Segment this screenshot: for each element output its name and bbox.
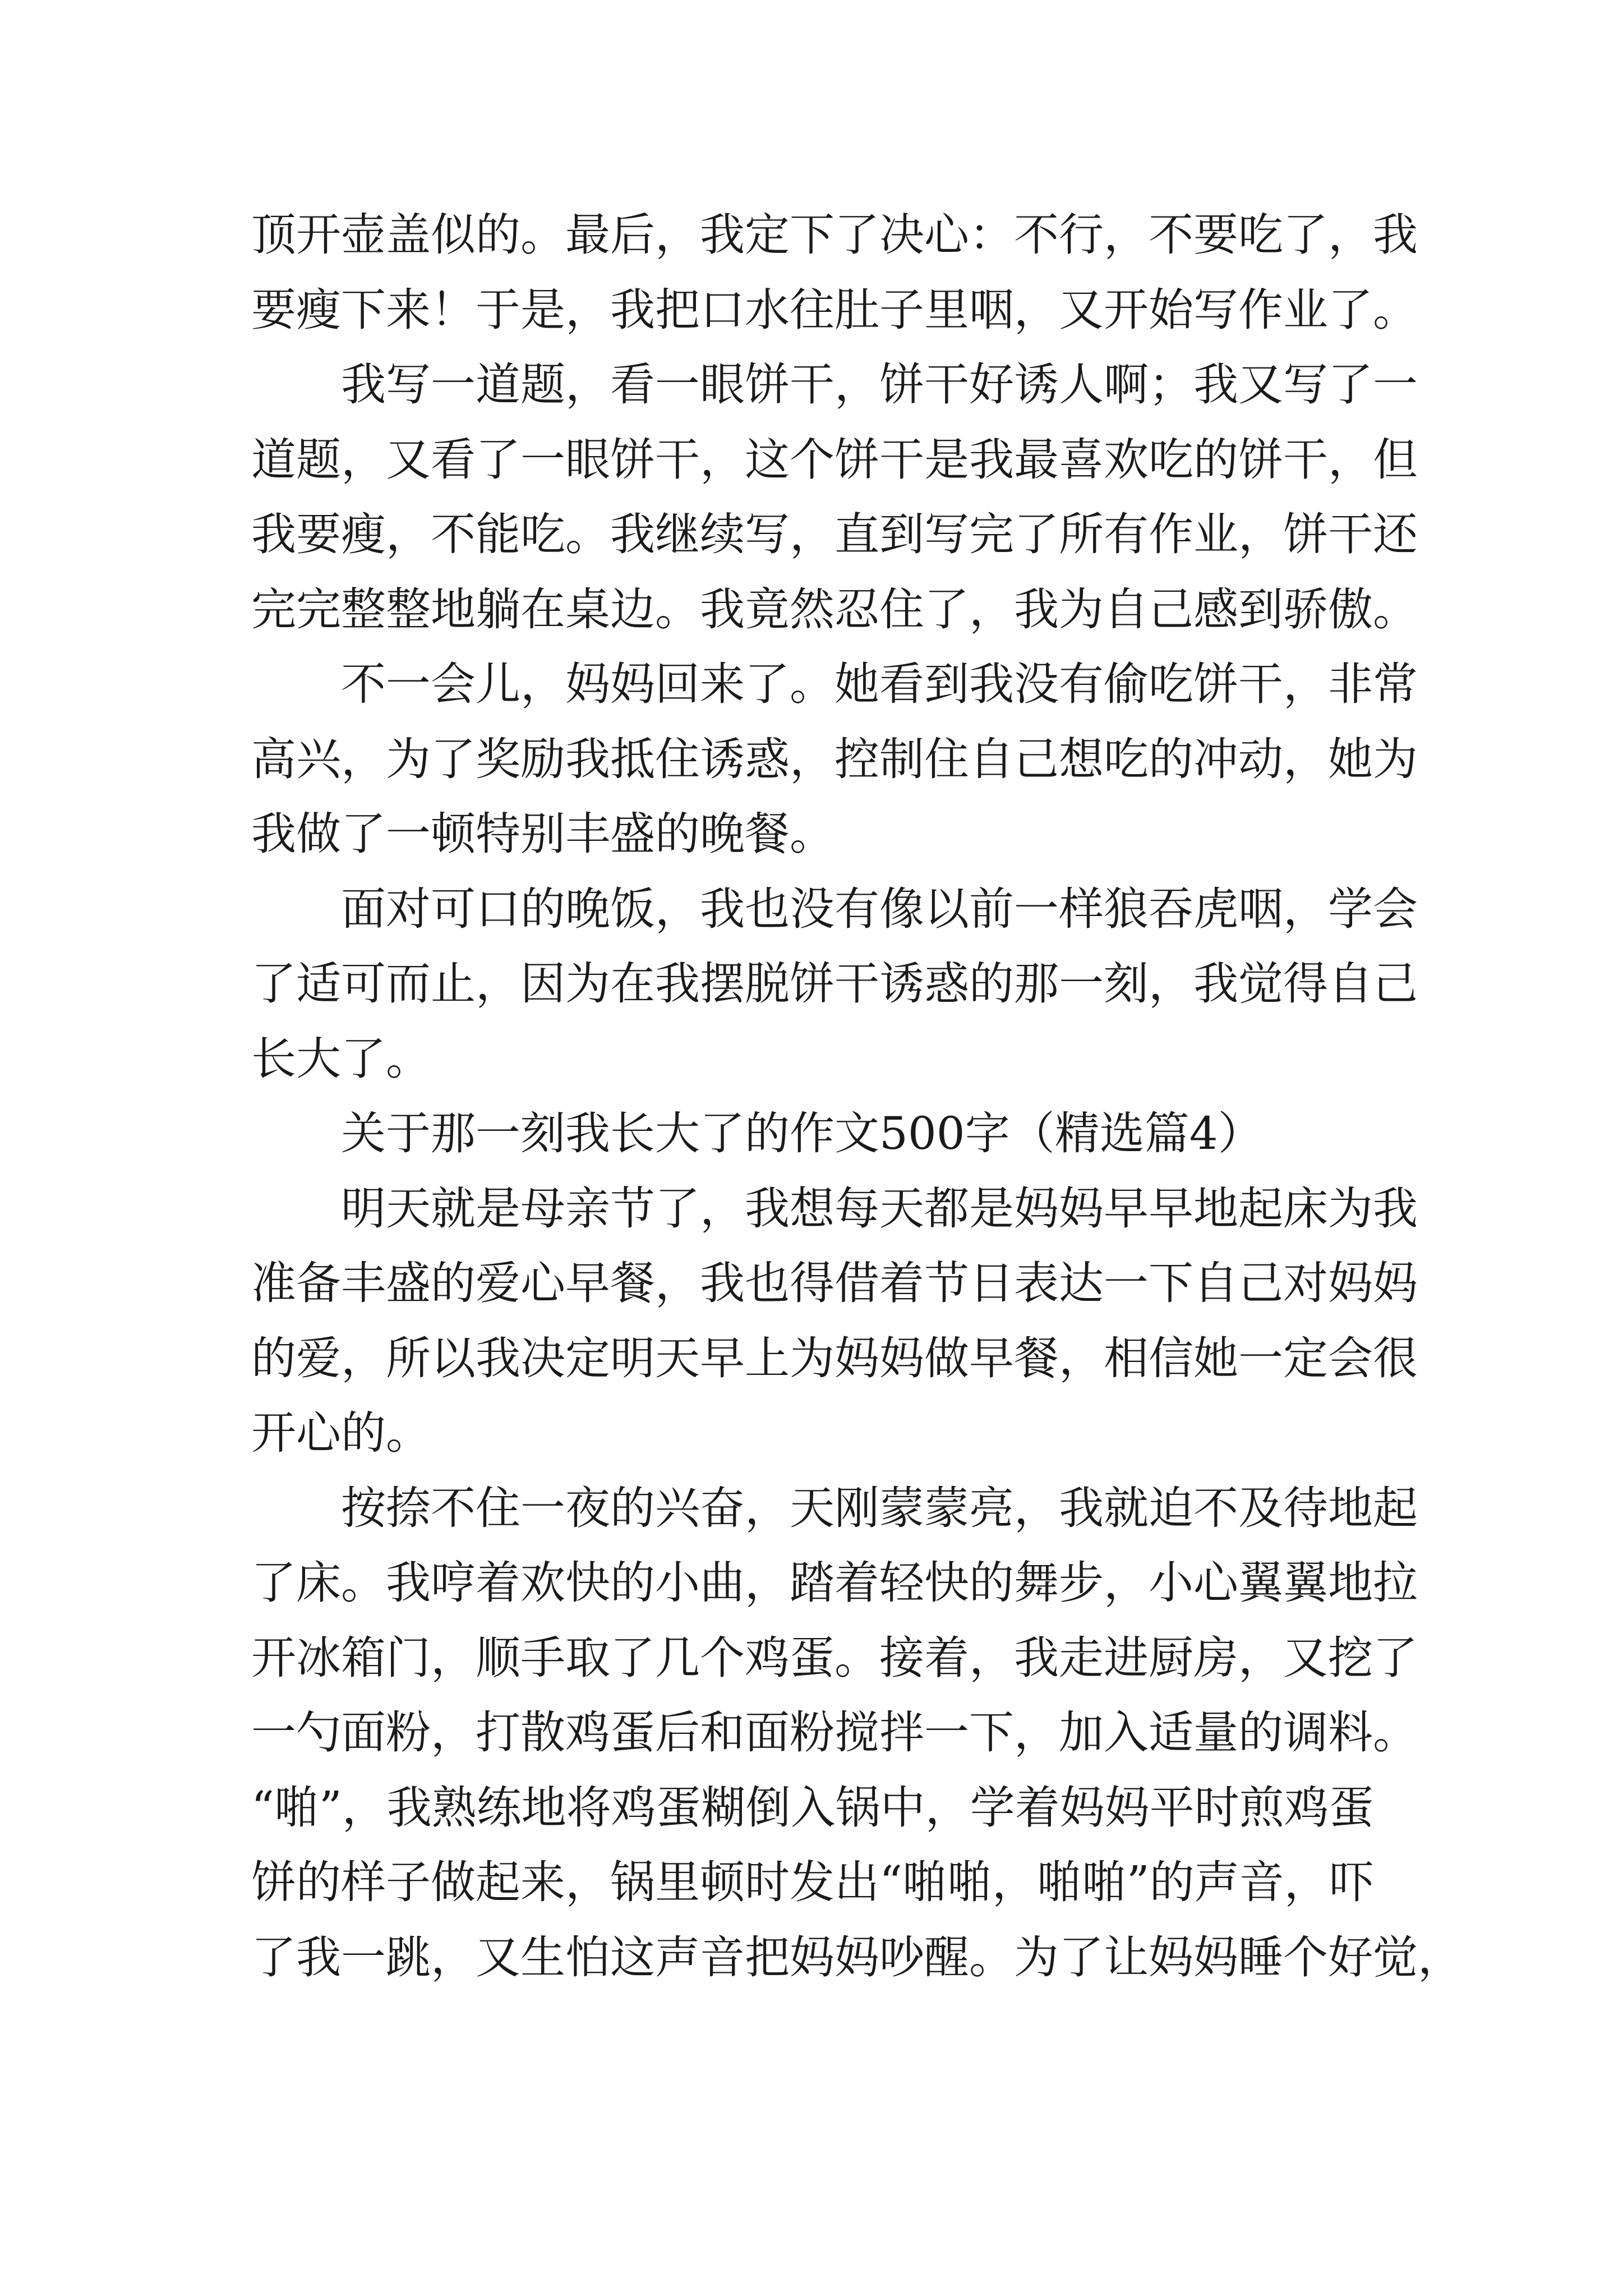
text-line: 高兴，为了奖励我抵住诱惑，控制住自己想吃的冲动，她为: [251, 733, 1418, 785]
text-line: 的爱，所以我决定明天早上为妈妈做早餐，相信她一定会很: [251, 1332, 1418, 1384]
text-line: 我要瘦，不能吃。我继续写，直到写完了所有作业，饼干还: [251, 508, 1418, 560]
text-line: 开冰箱门，顺手取了几个鸡蛋。接着，我走进厨房，又挖了: [251, 1631, 1418, 1684]
paragraph-first-line: 明天就是母亲节了，我想每天都是妈妈早早地起床为我: [341, 1182, 1418, 1235]
text-line: 我做了一顿特别丰盛的晚餐。: [251, 808, 834, 860]
text-line: “啪”，我熟练地将鸡蛋糊倒入锅中，学着妈妈平时煎鸡蛋: [251, 1781, 1374, 1834]
text-line: 要瘦下来！于是，我把口水往肚子里咽，又开始写作业了。: [251, 283, 1418, 336]
paragraph-first-line: 按捺不住一夜的兴奋，天刚蒙蒙亮，我就迫不及待地起: [341, 1481, 1418, 1534]
paragraph-first-line: 面对可口的晚饭，我也没有像以前一样狼吞虎咽，学会: [341, 882, 1418, 935]
section-heading: 关于那一刻我长大了的作文500字（精选篇4）: [341, 1107, 1263, 1159]
text-line: 饼的样子做起来，锅里顿时发出“啪啪，啪啪”的声音，吓: [251, 1856, 1374, 1908]
text-line: 道题，又看了一眼饼干，这个饼干是我最喜欢吃的饼干，但: [251, 433, 1418, 486]
text-line: 了床。我哼着欢快的小曲，踏着轻快的舞步，小心翼翼地拉: [251, 1557, 1418, 1609]
paragraph-first-line: 我写一道题，看一眼饼干，饼干好诱人啊；我又写了一: [341, 358, 1418, 411]
text-line: 顶开壶盖似的。最后，我定下了决心：不行，不要吃了，我: [251, 209, 1418, 261]
text-line: 准备丰盛的爱心早餐，我也得借着节日表达一下自己对妈妈: [251, 1257, 1418, 1309]
text-line: 了我一跳，又生怕这声音把妈妈吵醒。为了让妈妈睡个好觉，: [251, 1931, 1463, 1984]
text-line: 完完整整地躺在桌边。我竟然忍住了，我为自己感到骄傲。: [251, 583, 1418, 636]
text-line: 开心的。: [251, 1407, 431, 1459]
text-line: 长大了。: [251, 1032, 431, 1085]
document-body: [251, 197, 1463, 1995]
text-line: 一勺面粉，打散鸡蛋后和面粉搅拌一下，加入适量的调料。: [251, 1706, 1418, 1759]
paragraph-first-line: 不一会儿，妈妈回来了。她看到我没有偷吃饼干，非常: [341, 658, 1418, 710]
text-line: 了适可而止，因为在我摆脱饼干诱惑的那一刻，我觉得自己: [251, 958, 1418, 1010]
